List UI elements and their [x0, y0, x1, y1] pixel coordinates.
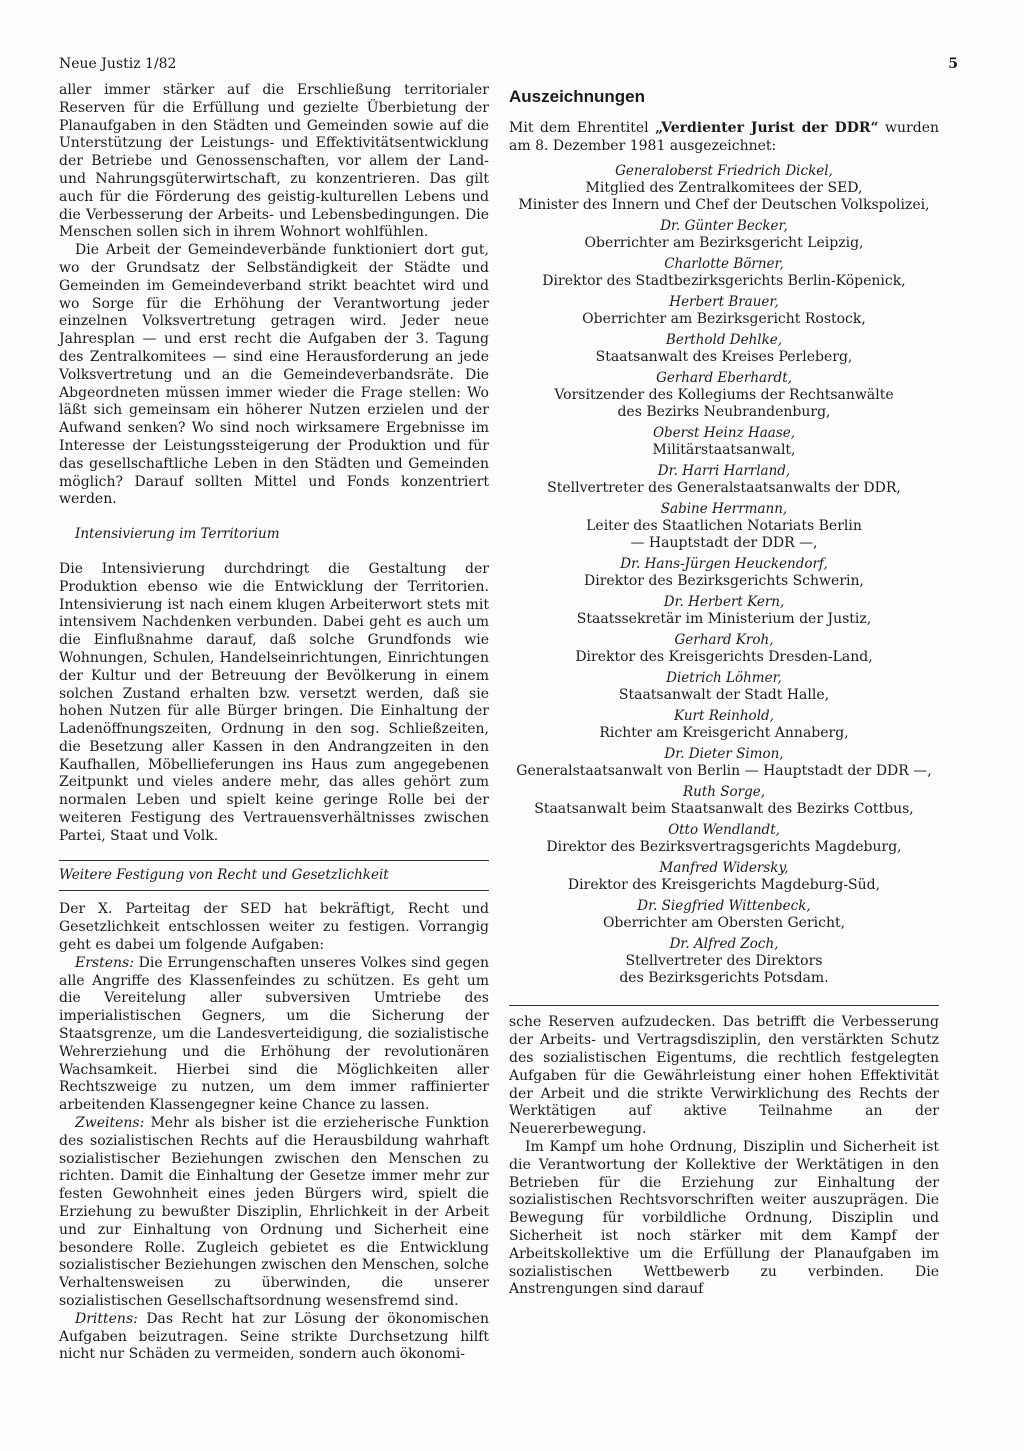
- awardee-entry: [509, 425, 939, 459]
- awardee-title: Staatsanwalt des Kreises Perleberg,: [595, 349, 853, 366]
- awardee-name: Dr. Günter Becker,: [660, 218, 788, 235]
- awardee-name: Dr. Dieter Simon,: [664, 746, 784, 763]
- right-column: [509, 82, 939, 1299]
- awardee-name: Generaloberst Friedrich Dickel,: [615, 163, 833, 180]
- paragraph-text: Die Errungenschaften unseres Volkes sind gegen alle Angriffe des Klassenfeindes zu schützen. Es geht um die Vereitelung aller subversiven Umtriebe des imperialistischen Gegners, um die Sicherung der Staatsgrenze, um die Landesverteidigung, die sozialistische Wehrerziehung und die Erhöhung der revolutionären Wachsamkeit. Hierbei sind die Möglichkeiten aller Rechtszweige zu nutzen, um dem immer raffinierter arbeitenden Klassengegner keine Chance zu lassen.: [59, 954, 489, 1114]
- awardee-title: Staatsanwalt der Stadt Halle,: [618, 687, 830, 704]
- awardee-title: Leiter des Staatlichen Notariats Berlin: [586, 518, 862, 535]
- awardee-entry: [509, 594, 939, 628]
- awardee-entry: [509, 708, 939, 742]
- awardee-name: Dr. Herbert Kern,: [663, 594, 785, 611]
- awardee-entry: [509, 898, 939, 932]
- awardee-name: Dietrich Löhmer,: [666, 670, 782, 687]
- enumeration-lead: Drittens:: [75, 1310, 138, 1327]
- section-heading-awards: Auszeichnungen: [509, 87, 646, 106]
- awardee-name: Manfred Widersky,: [659, 860, 789, 877]
- awardee-title: Oberrichter am Bezirksgericht Rostock,: [582, 311, 866, 328]
- awards-intro: [509, 120, 939, 156]
- awardee-entry: [509, 163, 939, 214]
- awardee-entry: [509, 936, 939, 987]
- page-number: 5: [948, 56, 958, 72]
- awardee-title: des Bezirks Neubrandenburg,: [617, 404, 831, 421]
- awardee-entry: [509, 463, 939, 497]
- awardee-entry: [509, 632, 939, 666]
- awardee-title: Minister des Innern und Chef der Deutschen Volkspolizei,: [518, 197, 930, 214]
- awardee-name: Gerhard Kroh,: [674, 632, 774, 649]
- awardee-name: Ruth Sorge,: [682, 784, 766, 801]
- enumeration-lead: Erstens:: [75, 954, 134, 971]
- awardee-title: Generalstaatsanwalt von Berlin — Hauptstadt der DDR —,: [516, 763, 932, 780]
- paragraph-text: Mehr als bisher ist die erzieherische Funktion des sozialistischen Rechts auf die Herausbildung wahrhaft sozialistischer Beziehungen zwischen den Menschen zu richten. Damit die Einhaltung der Gesetze immer mehr zur festen Gewohnheit eines jeden Bürgers wird, spielt die Erziehung zu bewußter Disziplin, Ehrlichkeit in der Arbeit und zur Einhaltung von Ordnung und Sicherheit eine besondere Rolle. Zugleich gebietet es die Entwicklung sozialistischer Beziehungen zwischen den Menschen, solche Verhaltensweisen zu überwinden, die unserer sozialistischen Gesellschaftsordnung wesensfremd sind.: [59, 1115, 489, 1309]
- awardee-entry: [509, 256, 939, 290]
- awardee-name: Kurt Reinhold,: [674, 708, 774, 725]
- awardee-title: Direktor des Bezirksgerichts Schwerin,: [584, 573, 864, 590]
- awardee-entry: [509, 370, 939, 421]
- paragraph: aller immer stärker auf die Erschließung territorialer Reserven für die Erfüllung und gezielte Überbietung der Planaufgaben in den Städten und Gemeinden sowie auf die Unterstützung der Leistungs- und Effektivitätsentwicklung der Betriebe und Genossenschaften, vor allem der Land- und Nahrungsgüterwirtschaft, zu konzentrieren. Das gilt auch für die Förderung des geistig-kulturellen Lebens und die Verbesserung der Arbeits- und Lebensbedingungen. Die Menschen sollen sich in ihrem Wohnort wohlfühlen.: [59, 82, 489, 241]
- awardee-title: Oberrichter am Bezirksgericht Leipzig,: [584, 235, 864, 252]
- awardee-entry: [509, 784, 939, 818]
- awardee-name: Oberst Heinz Haase,: [652, 425, 796, 442]
- paragraph-drittens: [59, 1311, 489, 1364]
- awardee-title: Militärstaatsanwalt,: [652, 442, 796, 459]
- intro-text: Mit dem Ehrentitel: [509, 119, 656, 136]
- awardee-name: Berthold Dehlke,: [665, 332, 783, 349]
- honorary-title: „Verdienter Jurist der DDR“: [655, 119, 879, 136]
- awardee-title: Direktor des Kreisgerichts Magdeburg-Süd,: [567, 877, 881, 894]
- section-subhead: Intensivierung im Territorium: [75, 526, 280, 543]
- awardee-entry: [509, 218, 939, 252]
- awardee-entry: [509, 670, 939, 704]
- intro-text: wurden am 8. Dezember 1981 ausgezeichnet:: [509, 119, 940, 154]
- awardee-name: Herbert Brauer,: [669, 294, 779, 311]
- awardee-title: — Hauptstadt der DDR —,: [630, 535, 818, 552]
- awardee-title: des Bezirksgerichts Potsdam.: [619, 970, 829, 987]
- awardee-title: Direktor des Stadtbezirksgerichts Berlin-Köpenick,: [542, 273, 906, 290]
- paragraph: sche Reserven aufzudecken. Das betrifft die Verbesserung der Arbeits- und Vertragsdisziplin, den verstärkten Schutz des sozialistischen Eigentums, die rechtlich festgelegten Aufgaben für die Gewährleistung einer hohen Effektivität der Arbeit und die strikte Verwirklichung des Rechts der Werktätigen auf aktive Teilnahme an der Neuererbewegung.: [509, 1014, 939, 1138]
- awardee-entry: [509, 501, 939, 552]
- paragraph: Der X. Parteitag der SED hat bekräftigt, Recht und Gesetzlichkeit entschlossen weiter zu festigen. Vorrangig geht es dabei um folgende Aufgaben:: [59, 901, 489, 954]
- awardee-name: Dr. Harri Harrland,: [657, 463, 791, 480]
- awardee-name: Sabine Herrmann,: [660, 501, 788, 518]
- awardee-title: Staatsanwalt beim Staatsanwalt des Bezirks Cottbus,: [534, 801, 914, 818]
- awardee-title: Mitglied des Zentralkomitees der SED,: [585, 180, 863, 197]
- journal-title: Neue Justiz 1/82: [59, 56, 177, 72]
- paragraph-zweitens: [59, 1115, 489, 1311]
- awardee-name: Dr. Siegfried Wittenbeck,: [637, 898, 811, 915]
- awardee-entry: [509, 556, 939, 590]
- awardee-title: Staatssekretär im Ministerium der Justiz,: [576, 611, 872, 628]
- left-column: [59, 82, 489, 1364]
- paragraph-erstens: [59, 955, 489, 1115]
- awardee-name: Charlotte Börner,: [664, 256, 784, 273]
- awardee-entry: [509, 294, 939, 328]
- awardee-name: Dr. Hans-Jürgen Heuckendorf,: [620, 556, 828, 573]
- awardee-entry: [509, 332, 939, 366]
- awardee-name: Gerhard Eberhardt,: [656, 370, 792, 387]
- awardee-title: Richter am Kreisgericht Annaberg,: [599, 725, 849, 742]
- awardee-entry: [509, 746, 939, 780]
- awardee-title: Direktor des Kreisgerichts Dresden-Land,: [575, 649, 873, 666]
- awardee-entry: [509, 860, 939, 894]
- awardee-entry: [509, 822, 939, 856]
- awardee-title: Oberrichter am Obersten Gericht,: [602, 915, 846, 932]
- enumeration-lead: Zweitens:: [75, 1115, 145, 1132]
- paragraph: Die Intensivierung durchdringt die Gestaltung der Produktion ebenso wie die Entwicklung der Territorien. Intensivierung ist nach einem klugen Arbeiterwort stets mit intensivem Nachdenken verbunden. Dabei geht es auch um die Einflußnahme darauf, daß solche Grundfonds wie Wohnungen, Schulen, Handelseinrichtungen, Einrichtungen der Kultur und der Betreuung der Bevölkerung in einem solchen Zustand erhalten bzw. versetzt werden, daß sie hohen Nutzen für alle Bürger bringen. Die Einhaltung der Ladenöffnungszeiten, Ordnung in den sog. Schließzeiten, die Besetzung aller Kassen in den Andrangzeiten in den Kaufhallen, Möbellieferungen ins Haus zum angegebenen Zeitpunkt und vieles andere mehr, das alles gehört zum normalen Leben und spielt keine geringe Rolle bei der weiteren Festigung des Vertrauensverhältnisses zwischen Partei, Staat und Volk.: [59, 560, 489, 844]
- paragraph: Die Arbeit der Gemeindeverbände funktioniert dort gut, wo der Grundsatz der Selbständigkeit der Städte und Gemeinden im Gemeindeverband strikt beachtet wird und wo Sorge für die Erhöhung der Verantwortung jeder einzelnen Volksvertretung getragen wird. Jeder neue Jahresplan — und erst recht die Aufgaben der 3. Tagung des Zentralkomitees — sind eine Herausforderung an jede Volksvertretung und an die Gemeindeverbandsräte. Die Abgeordneten müssen immer wieder die Frage stellen: Wo läßt sich gemeinsam ein höherer Nutzen erzielen und der Aufwand senken? Wo sind noch wirksamere Ergebnisse im Interesse der Leistungssteigerung der Produktion und für das gesellschaftliche Leben in den Städten und Gemeinden möglich? Darauf sollten Mittel und Fonds konzentriert werden.: [59, 242, 489, 508]
- awardee-list: [509, 163, 939, 987]
- paragraph-text: Das Recht hat zur Lösung der ökonomischen Aufgaben beizutragen. Seine strikte Durchsetzung hilft nicht nur Schäden zu vermeiden, sondern auch ökonomi-: [59, 1310, 489, 1363]
- awardee-name: Otto Wendlandt,: [668, 822, 780, 839]
- awardee-name: Dr. Alfred Zoch,: [669, 936, 779, 953]
- paragraph: Im Kampf um hohe Ordnung, Disziplin und Sicherheit ist die Verantwortung der Kollektive der Werktätigen in den Betrieben für die Erziehung zur Einhaltung der sozialistischen Rechtsvorschriften weiter auszuprägen. Die Bewegung für vorbildliche Ordnung, Disziplin und Sicherheit ist noch stärker mit dem Kampf der Arbeitskollektive um die Erfüllung der Planaufgaben im sozialistischen Wettbewerb zu verbinden. Die Anstrengungen sind darauf: [509, 1138, 939, 1298]
- awardee-title: Stellvertreter des Generalstaatsanwalts der DDR,: [547, 480, 901, 497]
- awardee-title: Stellvertreter des Direktors: [625, 953, 823, 970]
- section-heading: Weitere Festigung von Recht und Gesetzlichkeit: [59, 866, 389, 883]
- awardee-title: Vorsitzender des Kollegiums der Rechtsanwälte: [554, 387, 894, 404]
- awardee-title: Direktor des Bezirksvertragsgerichts Magdeburg,: [546, 839, 902, 856]
